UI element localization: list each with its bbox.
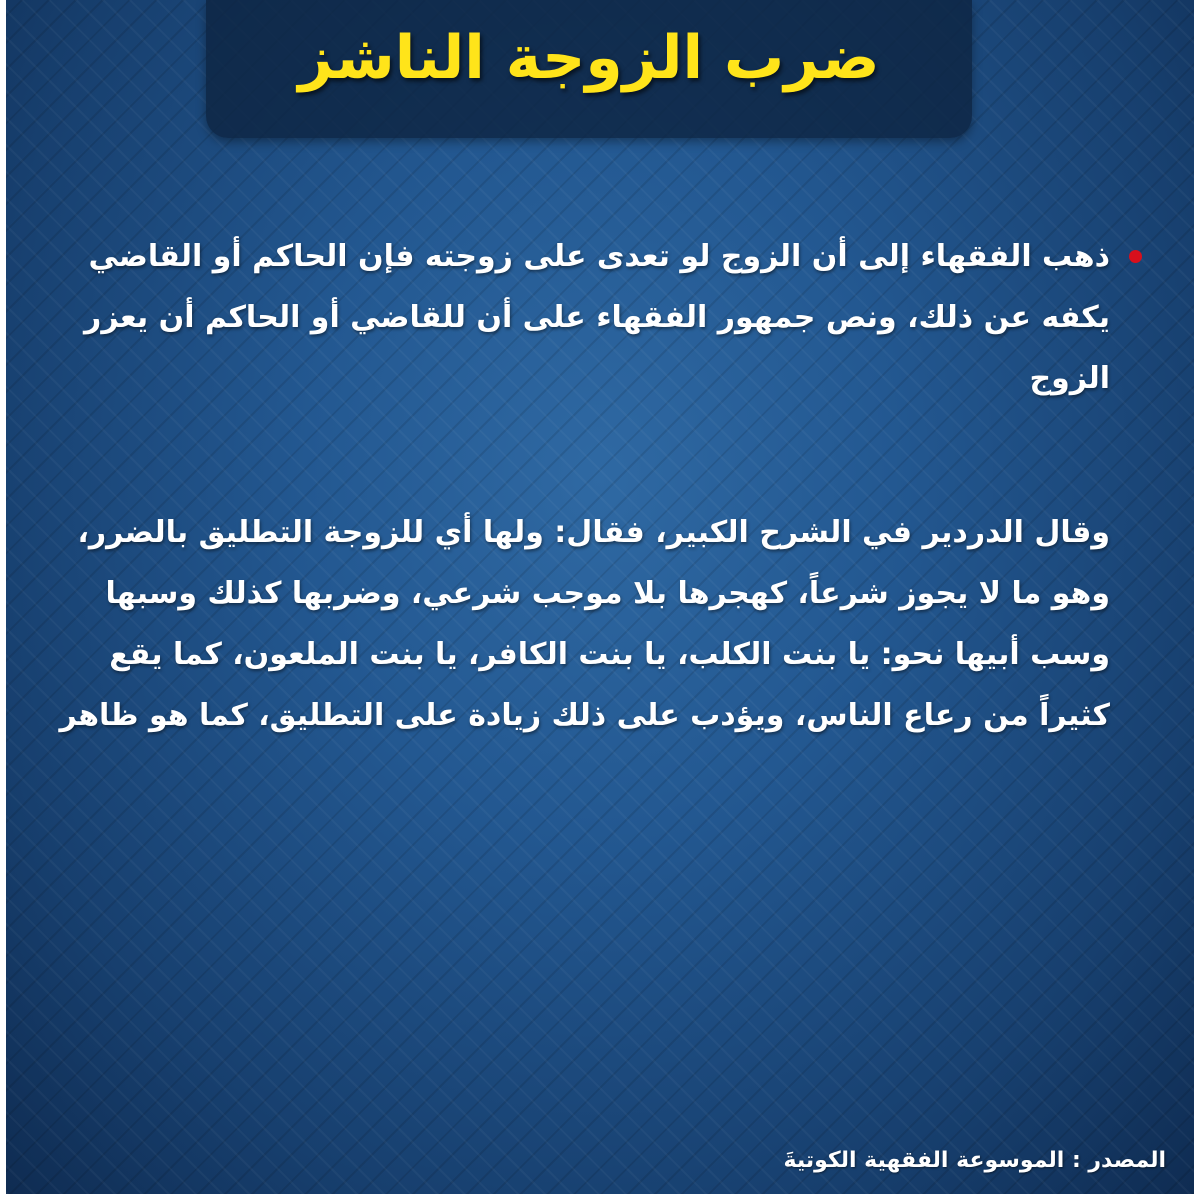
bullet-dot bbox=[1129, 250, 1142, 263]
paragraph-jurists-ruling: ذهب الفقهاء إلى أن الزوج لو تعدى على زوجته فإن الحاكم أو القاضي يكفه عن ذلك، ونص جمهور الفقهاء على أن للقاضي أو الحاكم أن يعزر الزوج bbox=[84, 239, 1110, 396]
page-title: ضرب الزوجة الناشز bbox=[298, 23, 880, 93]
infographic-canvas bbox=[6, 0, 1194, 1194]
source-citation: المصدر : الموسوعة الفقهية الكوتيةَ bbox=[783, 1148, 1166, 1173]
title-banner bbox=[206, 0, 972, 138]
paragraph-dardir-quote: وقال الدردير في الشرح الكبير، فقال: ولها أي للزوجة التطليق بالضرر، وهو ما لا يجوز شرعاً، كهجرها بلا موجب شرعي، وضربها كذلك وسبها وسب أبيها نحو: يا بنت الكلب، يا بنت الكافر، يا بنت الملعون، كما يقع كثيراً من رعاع الناس، ويؤدب على ذلك زيادة على التطليق، كما هو ظاهر bbox=[59, 515, 1110, 733]
